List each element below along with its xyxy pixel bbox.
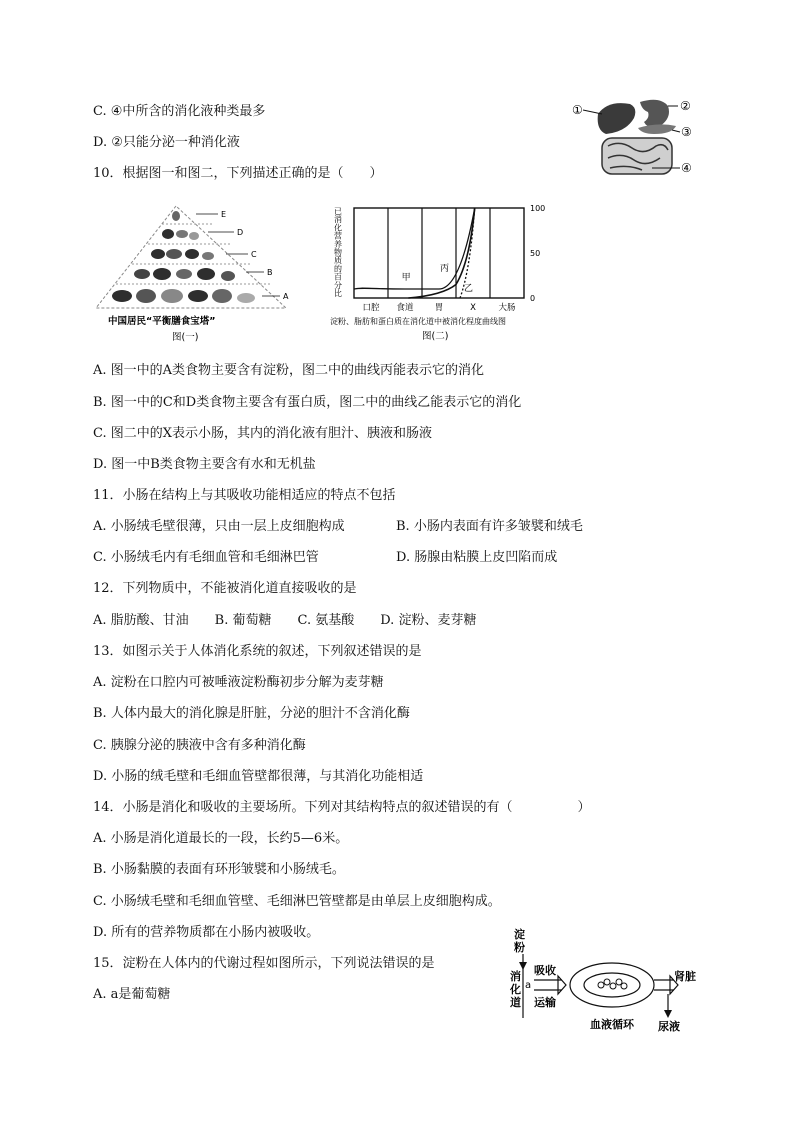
chart-caption: 淀粉、脂肪和蛋白质在消化道中被消化程度曲线图 [330, 317, 506, 326]
q13-option-d: D. 小肠的绒毛壁和毛细血管壁都很薄，与其消化功能相适 [93, 769, 424, 784]
metab-starch-2: 粉 [514, 941, 525, 954]
chart-ylabel-char: 的 [334, 264, 342, 274]
metab-absorb: 吸收 [534, 964, 556, 977]
metab-canal-3: 道 [510, 996, 521, 1009]
pyramid-level-c: C [251, 250, 257, 259]
metab-canal-2: 化 [510, 983, 521, 996]
metab-cells [598, 979, 627, 989]
chart-ylabel-char: 化 [334, 223, 342, 233]
chart-ylabel-char: 消 [334, 215, 342, 225]
chart-curve-label: 乙 [464, 283, 474, 294]
q14-option-d: D. 所有的营养物质都在小肠内被吸收。 [93, 925, 320, 940]
chart-right-tick: 100 [530, 204, 546, 213]
chart-ylabel-char: 物 [334, 248, 342, 257]
q14-option-b: B. 小肠黏膜的表面有环形皱襞和小肠绒毛。 [93, 862, 345, 877]
chart-ylabel-char: 质 [334, 256, 342, 266]
chart-right-ticks [530, 204, 545, 303]
pyramid-sub-caption: 图(一) [172, 332, 199, 343]
chart-ylabel [334, 207, 342, 298]
q14-option-c: C. 小肠绒毛壁和毛细血管壁、毛细淋巴管壁都是由单层上皮细胞构成。 [93, 894, 501, 909]
chart-ylabel-char: 已 [334, 207, 342, 216]
question-13: 13．如图示关于人体消化系统的叙述，下列叙述错误的是 [93, 644, 422, 659]
q10-option-b: B. 图一中的C和D类食物主要含有蛋白质，图二中的曲线乙能表示它的消化 [93, 395, 522, 410]
chart-x-label: 食道 [396, 303, 414, 313]
option-c-prev: C. ④中所含的消化液种类最多 [93, 104, 266, 119]
metab-kidney: 肾脏 [674, 970, 696, 983]
chart-ylabel-char: 营 [334, 231, 342, 241]
chart-right-tick: 0 [530, 294, 536, 303]
chart-ylabel-char: 百 [334, 272, 342, 282]
pyramid-caption: 中国居民“平衡膳食宝塔” [108, 316, 216, 327]
chart-x-label: 大肠 [498, 303, 516, 313]
chart-curve-label: 甲 [401, 273, 411, 283]
chart-x-label: X [470, 303, 476, 313]
chart-ylabel-char: 比 [334, 289, 342, 298]
q12-options: A. 脂肪酸、甘油 B. 葡萄糖 C. 氨基酸 D. 淀粉、麦芽糖 [93, 613, 477, 628]
question-11: 11．小肠在结构上与其吸收功能相适应的特点不包括 [93, 488, 396, 503]
organ-label-4: ④ [681, 161, 692, 175]
q11-option-c: C. 小肠绒毛内有毛细血管和毛细淋巴管 [93, 550, 319, 565]
q11-option-d: D. 肠腺由粘膜上皮凹陷而成 [396, 550, 558, 565]
question-10: 10．根据图一和图二，下列描述正确的是（ ） [93, 166, 383, 181]
chart-ylabel-char: 分 [334, 280, 342, 290]
q13-option-b: B. 人体内最大的消化腺是肝脏，分泌的胆汁不含消化酶 [93, 706, 410, 721]
pyramid-level-b: B [267, 268, 273, 277]
q10-option-a: A. 图一中的A类食物主要含有淀粉，图二中的曲线丙能表示它的消化 [93, 363, 485, 378]
chart-section-dividers [388, 208, 490, 298]
q11-option-a: A. 小肠绒毛壁很薄，只由一层上皮细胞构成 [93, 519, 345, 534]
pancreas-shape [638, 124, 676, 134]
option-d-prev: D. ②只能分泌一种消化液 [93, 135, 240, 150]
pyramid-food-icons [112, 211, 255, 303]
chart-ylabel-char: 养 [334, 239, 342, 249]
q14-option-a: A. 小肠是消化道最长的一段，长约5—6米。 [93, 831, 349, 846]
liver-shape [598, 103, 636, 134]
chart-x-labels [362, 302, 516, 313]
organ-label-2: ② [680, 99, 691, 113]
metab-canal-1: 消 [510, 970, 521, 983]
question-14: 14．小肠是消化和吸收的主要场所。下列对其结构特点的叙述错误的有（ ） [93, 800, 591, 815]
digestive-organs-figure [568, 92, 698, 180]
metab-transport: 运输 [534, 996, 556, 1009]
q11-option-b: B. 小肠内表面有许多皱襞和绒毛 [396, 519, 583, 534]
organ-label-3: ③ [681, 125, 692, 139]
pyramid-level-a: A [283, 292, 289, 301]
stomach-shape [640, 100, 669, 128]
chart-right-tick: 50 [530, 249, 541, 258]
pyramid-level-e: E [221, 210, 227, 219]
q10-option-c: C. 图二中的X表示小肠，其内的消化液有胆汁、胰液和肠液 [93, 426, 433, 441]
metab-starch-1: 淀 [514, 928, 525, 941]
chart-x-label: 口腔 [362, 303, 380, 313]
metab-urine: 尿液 [658, 1020, 680, 1032]
q13-option-c: C. 胰腺分泌的胰液中含有多种消化酶 [93, 738, 306, 753]
chart-sub-caption: 图(二) [422, 331, 449, 342]
digestion-curve-figure [330, 196, 565, 348]
q15-option-a: A. a是葡萄糖 [93, 987, 171, 1002]
metab-a-label: a [525, 980, 532, 991]
organ-label-1: ① [572, 103, 583, 117]
q10-option-d: D. 图一中B类食物主要含有水和无机盐 [93, 457, 316, 472]
chart-x-label: 胃 [434, 303, 444, 313]
chart-curve-label: 丙 [440, 264, 450, 274]
starch-metabolism-figure [508, 928, 698, 1032]
chart-frame [354, 208, 524, 298]
question-15: 15．淀粉在人体内的代谢过程如图所示，下列说法错误的是 [93, 956, 435, 971]
food-pyramid-figure [96, 200, 296, 348]
q13-option-a: A. 淀粉在口腔内可被唾液淀粉酶初步分解为麦芽糖 [93, 675, 384, 690]
question-12: 12．下列物质中，不能被消化道直接吸收的是 [93, 581, 357, 596]
pyramid-level-d: D [237, 228, 244, 237]
metab-circulation: 血液循环 [590, 1018, 634, 1031]
